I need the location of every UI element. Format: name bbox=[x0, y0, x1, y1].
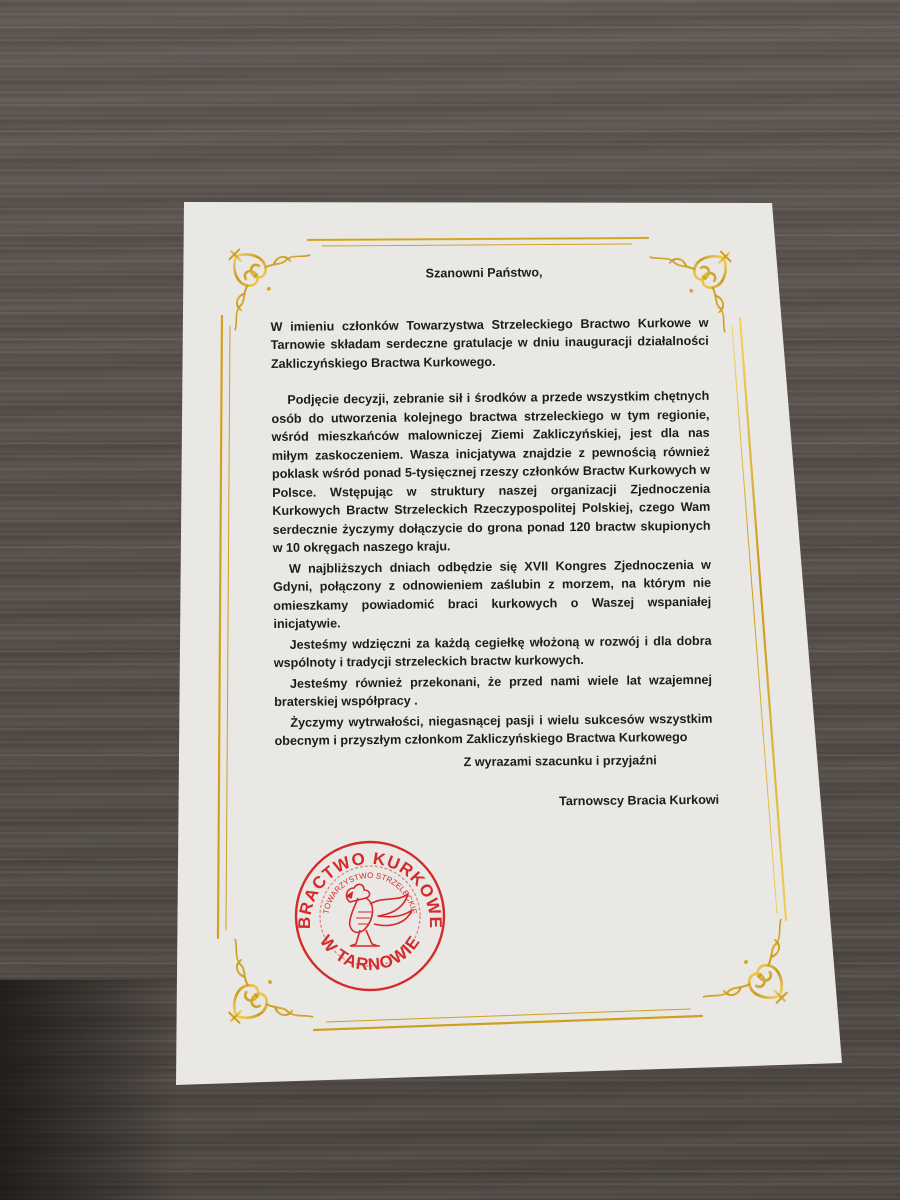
paragraph-wishes: Życzymy wytrwałości, niegasnącej pasji i wielu sukcesów wszystkim obecnym i przyszłym członkom Zakliczyńskiego Bractwa Kurkowego bbox=[274, 711, 713, 748]
paragraph-gratitude: Jesteśmy wdzięczni za każdą cegiełkę włożoną w rozwój i dla dobra wspólnoty i tradycji strzeleckich bractw kurkowych. bbox=[273, 633, 712, 670]
paragraph-initiative: Podjęcie decyzji, zebranie sił i środków a przede wszystkim chętnych osób do utworzenia kolejnego bractwa strzeleckiego w tym regionie, wśród mieszkańców malowniczej Ziemi Zakliczyńskiej, jest dla nas miłym zaskoczeniem. Wasza inicjatywa znajdzie z pewnością również poklask wśród ponad 5-tysięcznej rzeszy członków Bractw Kurkowych w Polsce. Wstępując w struktury naszej organizacji Zjednoczenia Kurkowych Bractw Strzeleckich Rzeczypospolitej Polskiej, czego Wam serdecznie życzymy dołączycie do grona ponad 120 bractw skupionych w 10 okręgach naszego kraju. bbox=[271, 388, 711, 555]
paragraph-congratulations: W imieniu członków Towarzystwa Strzeleckiego Bractwo Kurkowe w Tarnowie składam serdeczne gratulacje w dniu inauguracji działalności Zakliczyńskiego Bractwa Kurkowego. bbox=[270, 315, 709, 371]
stamp-top-text: BRACTWO KURKOWE bbox=[294, 848, 446, 930]
stamp-bottom-text: W TARNOWIE bbox=[315, 931, 424, 975]
signature: Tarnowscy Bracia Kurkowi bbox=[559, 792, 720, 809]
paragraph-congress: W najbliższych dniach odbędzie się XVII Kongres Zjednoczenia w Gdyni, połączony z odnowieniem zaślubin z morzem, na którym nie omieszkamy powiadomić braci kurkowych o Waszej wspaniałej inicjatywie. bbox=[273, 557, 712, 631]
letter-body bbox=[270, 262, 720, 814]
salutation: Szanowni Państwo, bbox=[425, 265, 543, 281]
paragraph-cooperation: Jesteśmy również przekonani, że przed nami wiele lat wzajemnej braterskiej współpracy . bbox=[274, 672, 713, 709]
stamp-middle-text: TOWARZYSTWO STRZELECKIE bbox=[321, 870, 419, 915]
closing-phrase: Z wyrazami szacunku i przyjaźni bbox=[463, 752, 657, 769]
